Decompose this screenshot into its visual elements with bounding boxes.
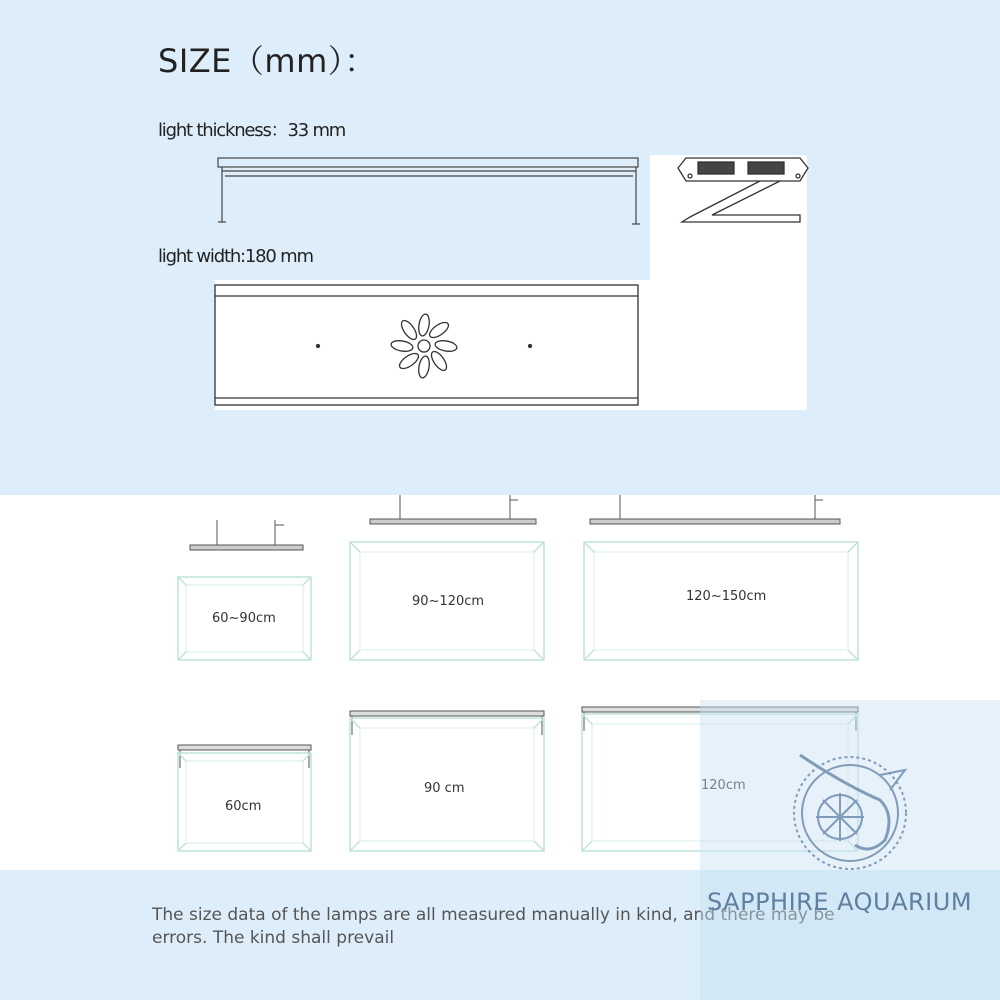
page-title: SIZE（mm）：	[158, 42, 377, 80]
tank-label-90: 90 cm	[424, 781, 465, 796]
bracket-lamp-medium	[350, 711, 544, 735]
bracket-lamp-small	[178, 745, 311, 768]
tank-label-90-120: 90~120cm	[412, 594, 485, 609]
thickness-spec: light thickness：33 mm	[158, 120, 346, 141]
tank-label-120: 120cm	[701, 778, 746, 793]
tank-label-120-150: 120~150cm	[686, 589, 767, 604]
marlin-compass-logo-icon	[785, 745, 915, 875]
fan-icon	[390, 313, 457, 378]
hanging-lamp-small	[190, 520, 303, 550]
lamp-front-view	[218, 158, 640, 224]
watermark-brand: SAPPHIRE AQUARIUM	[707, 888, 973, 916]
hanging-lamp-large	[590, 495, 840, 524]
tank-label-60: 60cm	[225, 799, 262, 814]
hanging-lamp-medium	[370, 495, 536, 524]
tank-label-60-90: 60~90cm	[212, 611, 276, 626]
disclaimer-note: The size data of the lamps are all measured manually in kind, and there may be errors. The kind shall prevail	[152, 905, 835, 948]
width-spec: light width:180 mm	[158, 246, 313, 267]
bracket-side-view	[678, 158, 808, 222]
